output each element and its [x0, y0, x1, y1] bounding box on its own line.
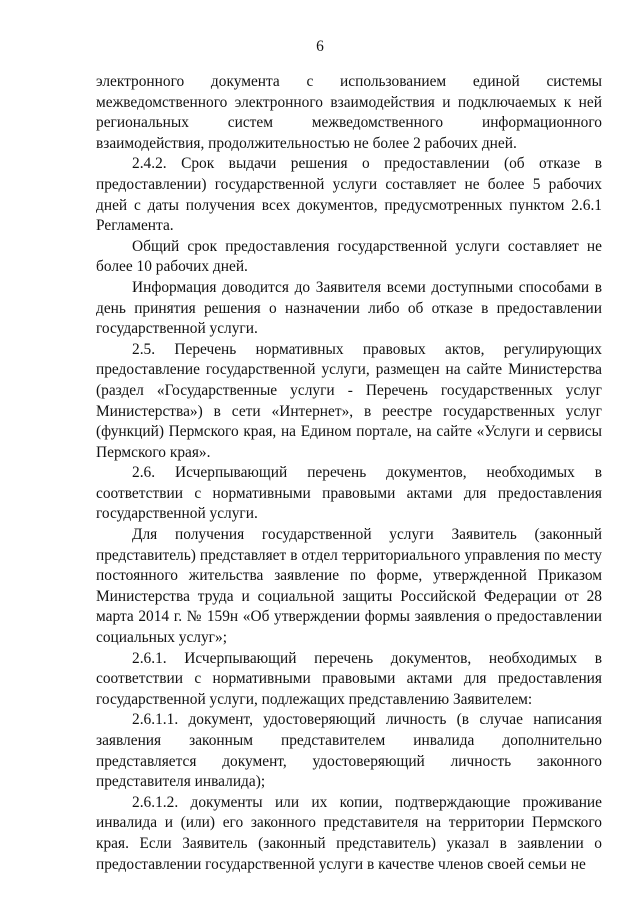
paragraph-2-6-1-2: 2.6.1.2. документы или их копии, подтверждающие проживание инвалида и (или) его законного представителя на территории Пермского края. Если Заявитель (законный представитель) указал в заявлении о предоставлении государственной услуги в качестве членов своей семьи не: [96, 793, 602, 873]
paragraph-application: Для получения государственной услуги Заявитель (законный представитель) представляет в отдел территориального управления по месту постоянного жительства заявление по форме, утвержденной Приказом Министерства труда и социальной защиты Российской Федерации от 28 марта 2014 г. № 159н «Об утверждении формы заявления о предоставлении социальных услуг»;: [96, 526, 602, 647]
paragraph-continuation: электронного документа с использованием единой системы межведомственного электронного взаимодействия и подключаемых к ней региональных систем межведомственного информационного взаимодействия, продолжительностью не более 2 рабочих дней.: [96, 73, 602, 152]
paragraph-total-term: Общий срок предоставления государственной услуги составляет не более 10 рабочих дней.: [96, 237, 602, 276]
paragraph-2-4-2: 2.4.2. Срок выдачи решения о предоставлении (об отказе в предоставлении) государственной услуги составляет не более 5 рабочих дней с даты получения всех документов, предусмотренных пунктом 2.6.1 Регламента.: [96, 155, 602, 235]
document-body: [96, 72, 602, 875]
paragraph-2-6-1-1: 2.6.1.1. документ, удостоверяющий личность (в случае написания заявления законным представителем инвалида дополнительно представляется документ, удостоверяющий личность законного представителя инвалида);: [96, 711, 602, 791]
paragraph-information: Информация доводится до Заявителя всеми доступными способами в день принятия решения о назначении либо об отказе в предоставлении государственной услуги.: [96, 278, 602, 338]
paragraph-2-5: 2.5. Перечень нормативных правовых актов, регулирующих предоставление государственной услуги, размещен на сайте Министерства (раздел «Государственные услуги - Перечень государственных услуг Министерства») в сети «Интернет», в реестре государственных услуг (функций) Пермского края, на Едином портале, на сайте «Услуги и сервисы Пермского края».: [96, 340, 602, 461]
paragraph-2-6: 2.6. Исчерпывающий перечень документов, необходимых в соответствии с нормативными правовыми актами для предоставления государственной услуги.: [96, 464, 602, 523]
paragraph-2-6-1: 2.6.1. Исчерпывающий перечень документов, необходимых в соответствии с нормативными правовыми актами для предоставления государственной услуги, подлежащих представлению Заявителем:: [96, 649, 602, 708]
page-number: 6: [316, 38, 324, 55]
